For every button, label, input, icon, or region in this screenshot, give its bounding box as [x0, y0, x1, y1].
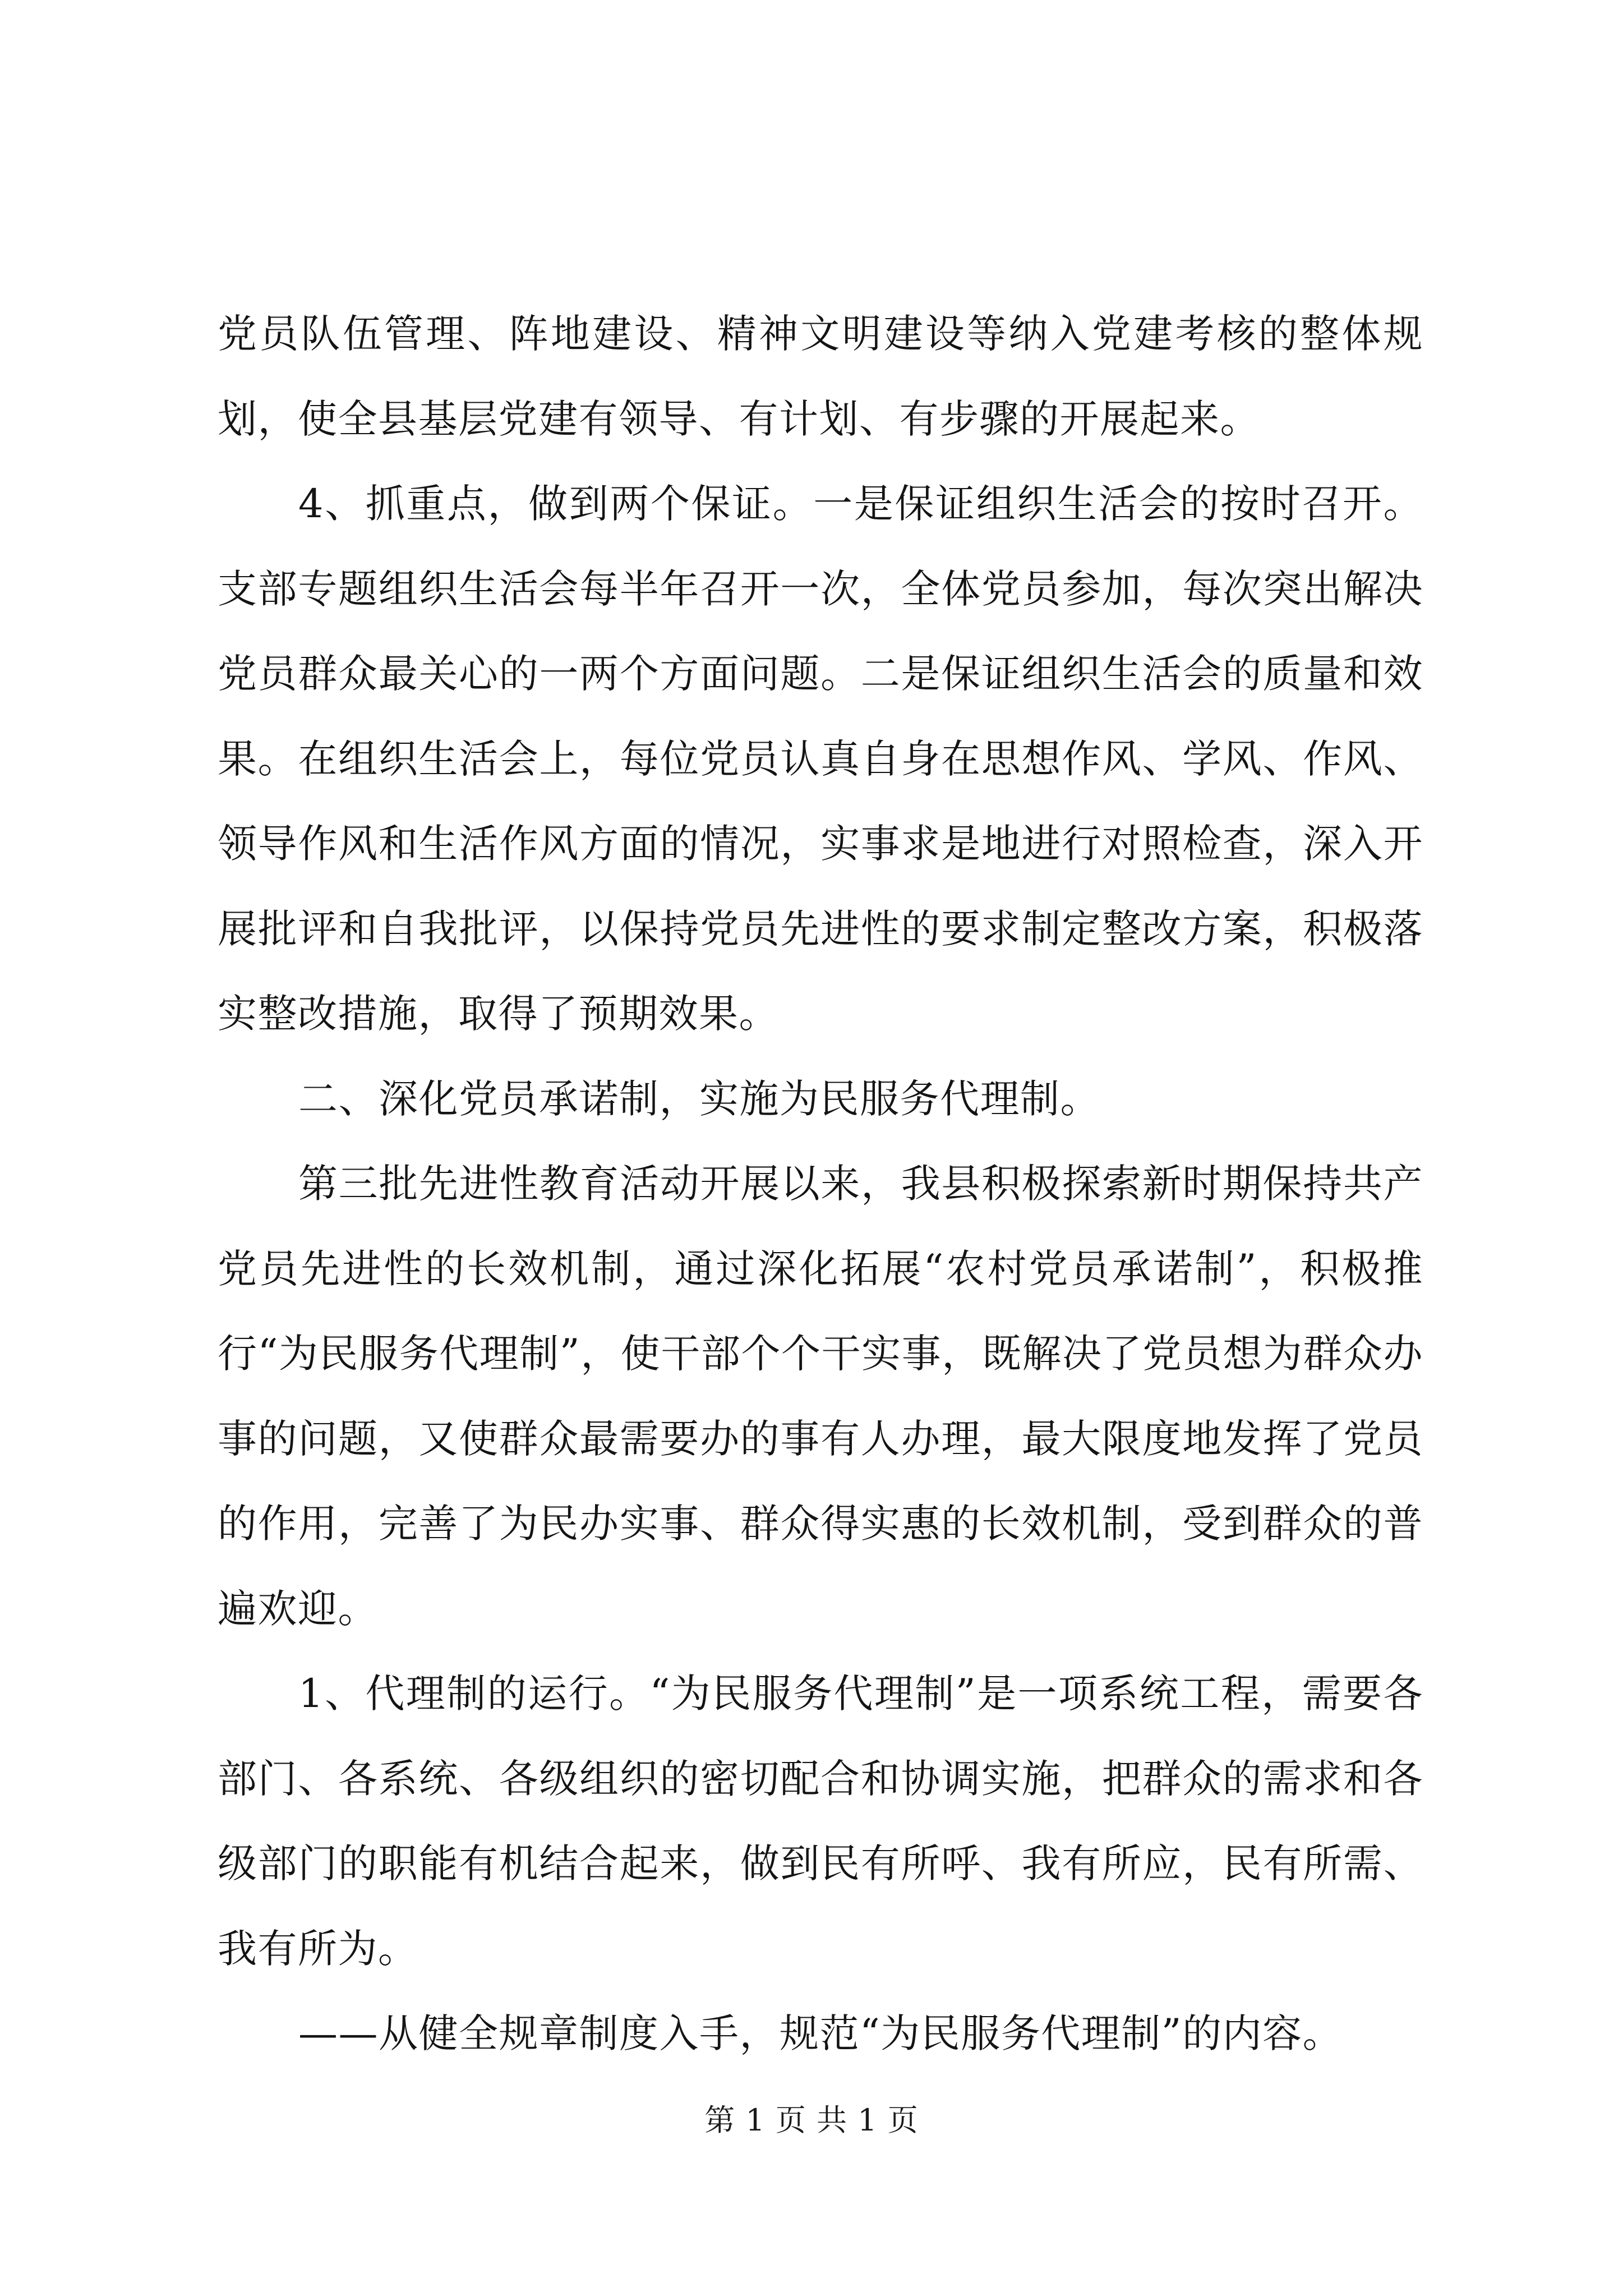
paragraph-dash-item: ——从健全规章制度入手，规范“为民服务代理制”的内容。 — [298, 2010, 1343, 2056]
document-body — [218, 292, 1423, 2077]
paragraph-point-4: 4、抓重点，做到两个保证。一是保证组织生活会的按时召开。支部专题组织生活会每半年召开一次，全体党员参加，每次突出解决党员群众最关心的一两个方面问题。二是保证组织生活会的质量和效果。在组织生活会上，每位党员认真自身在思想作风、学风、作风、领导作风和生活作风方面的情况，实事求是地进行对照检查，深入开展批评和自我批评，以保持党员先进性的要求制定整改方案，积极落实整改措施，取得了预期效果。 — [218, 481, 1423, 1037]
paragraph-point-1: 1、代理制的运行。“为民服务代理制”是一项系统工程，需要各部门、各系统、各级组织的密切配合和协调实施，把群众的需求和各级部门的职能有机结合起来，做到民有所呼、我有所应，民有所需、我有所为。 — [218, 1671, 1423, 1972]
paragraph-continuation: 党员队伍管理、阵地建设、精神文明建设等纳入党建考核的整体规划，使全县基层党建有领导、有计划、有步骤的开展起来。 — [218, 311, 1423, 442]
section-heading-2: 二、深化党员承诺制，实施为民服务代理制。 — [298, 1075, 1100, 1122]
paragraph-section-2-body: 第三批先进性教育活动开展以来，我县积极探索新时期保持共产党员先进性的长效机制，通过深化拓展“农村党员承诺制”，积极推行“为民服务代理制”，使干部个个干实事，既解决了党员想为群众办事的问题，又使群众最需要办的事有人办理，最大限度地发挥了党员的作用，完善了为民办实事、群众得实惠的长效机制，受到群众的普遍欢迎。 — [218, 1161, 1423, 1632]
page-number-footer: 第 1 页 共 1 页 — [704, 2102, 919, 2138]
